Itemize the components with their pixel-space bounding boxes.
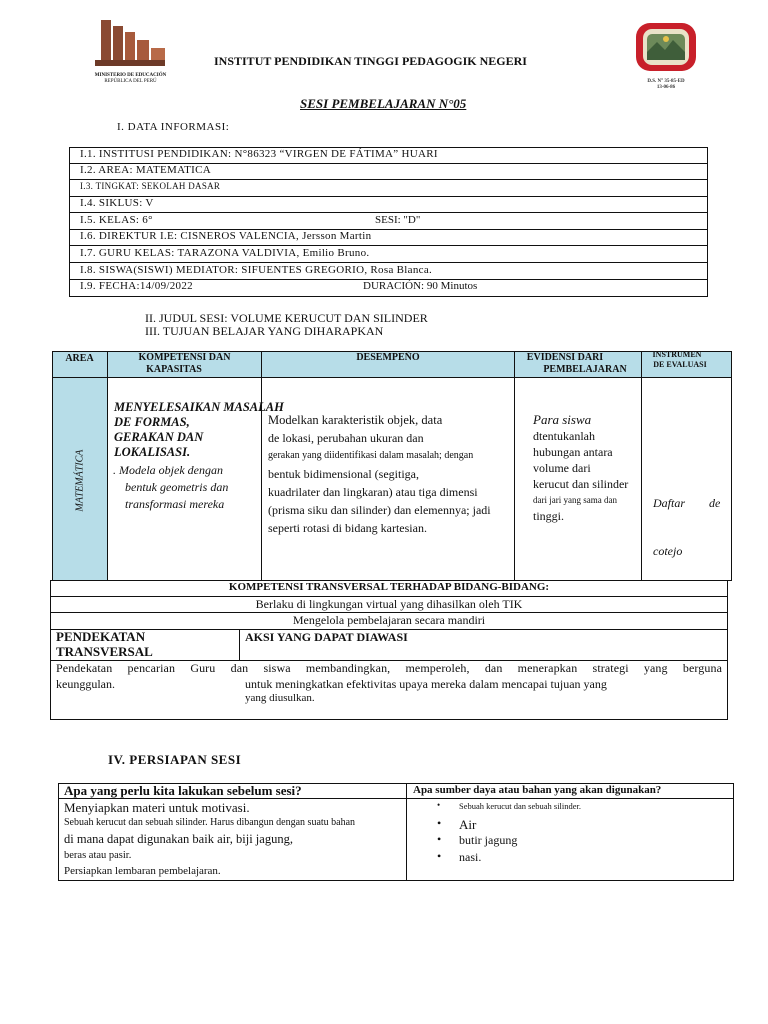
info-row-cycle: I.4. SIKLUS: V xyxy=(80,197,154,209)
desempeno-line-2: de lokasi, perubahan ukuran dan xyxy=(268,431,424,445)
kapasitas-line-3: transformasi mereka xyxy=(125,497,225,511)
evidensi-line-7: tinggi. xyxy=(533,509,565,523)
info-row-mediator: I.8. SISWA(SISWI) MEDIATOR: SIFUENTES GREGORIO, Rosa Blanca. xyxy=(80,264,433,276)
seal-icon xyxy=(633,20,699,74)
pendekatan-header-line-2: TRANSVERSAL xyxy=(56,644,153,659)
instrumen-line-2: cotejo xyxy=(653,544,683,558)
kapasitas-line-2: bentuk geometris dan xyxy=(125,480,229,494)
bullet-2: • xyxy=(437,816,442,830)
transversal-title: KOMPETENSI TRANSVERSAL TERHADAP BIDANG-BIDANG: xyxy=(228,581,550,593)
evidensi-line-6: dari jari yang sama dan xyxy=(533,495,617,505)
kompetensi-text xyxy=(114,400,284,460)
kompetensi-line-4: LOKALISASI. xyxy=(114,445,191,459)
header-area: AREA xyxy=(65,353,94,364)
ministry-logo-icon xyxy=(93,18,168,68)
info-row-date: I.9. FECHA:14/09/2022 xyxy=(80,280,193,292)
resource-item-2: Air xyxy=(459,817,477,832)
desempeno-text xyxy=(268,411,491,537)
transversal-body-right-2: untuk meningkatkan efektivitas upaya mereka dalam mencapai tujuan yang xyxy=(245,677,607,691)
header-evidensi-1: EVIDENSI DARI xyxy=(526,352,604,363)
info-row-level: I.3. TINGKAT: SEKOLAH DASAR xyxy=(80,181,221,191)
seal-caption: D.S. N° 35-85-ED 13-06-86 xyxy=(647,79,685,90)
transversal-row-2: Mengelola pembelajaran secara mandiri xyxy=(292,613,486,627)
pendekatan-header xyxy=(56,629,153,659)
desempeno-line-6: (prisma siku dan silinder) dan elemennya; jadi xyxy=(268,503,491,517)
desempeno-line-5: kuadrilater dan lingkaran) atau tiga dimensi xyxy=(268,485,478,499)
ministry-logo xyxy=(93,18,168,82)
transversal-row-1: Berlaku di lingkungan virtual yang dihasilkan oleh TIK xyxy=(255,597,523,611)
section-tujuan-belajar: III. TUJUAN BELAJAR YANG DIHARAPKAN xyxy=(145,324,384,338)
area-value: MATEMÁTICA xyxy=(74,449,86,512)
info-row-grade: I.5. KELAS: 6° xyxy=(80,214,153,226)
instrumen-text xyxy=(653,463,720,575)
header-evidensi-2: PEMBELAJARAN xyxy=(543,364,627,375)
evidensi-line-2: dtentukanlah xyxy=(533,429,595,443)
info-row-institution: I.1. INSTITUSI PENDIDIKAN: N°86323 “VIRGEN DE FÁTIMA” HUARI xyxy=(80,148,438,160)
preparation-left-list xyxy=(64,800,355,879)
session-title: SESI PEMBELAJARAN N°05 xyxy=(300,96,467,111)
kompetensi-line-2: DE FORMAS, xyxy=(114,415,190,429)
info-row-duration: DURACIÓN: 90 Minutos xyxy=(363,280,478,292)
info-row-teacher: I.7. GURU KELAS: TARAZONA VALDIVIA, Emilio Bruno. xyxy=(80,247,370,259)
desempeno-line-7: seperti rotasi di bidang kartesian. xyxy=(268,521,427,535)
desempeno-line-3: gerakan yang diidentifikasi dalam masalah; dengan xyxy=(268,450,474,461)
bullet-3: • xyxy=(437,832,442,846)
evidensi-text xyxy=(533,412,628,524)
resource-item-1: Sebuah kerucut dan sebuah silinder. xyxy=(459,801,582,811)
aksi-header: AKSI YANG DAPAT DIAWASI xyxy=(245,630,408,644)
evidensi-line-1: Para siswa xyxy=(533,412,592,427)
resource-item-3: butir jagung xyxy=(459,833,518,847)
preparation-left-line-1: Menyiapkan materi untuk motivasi. xyxy=(64,800,250,815)
bullet-1: • xyxy=(437,800,441,810)
pendekatan-header-line-1: PENDEKATAN xyxy=(56,629,146,644)
evidensi-line-5: kerucut dan silinder xyxy=(533,477,629,491)
ministry-logo-line2: REPÚBLICA DEL PERÚ xyxy=(104,79,157,84)
desempeno-line-1: Modelkan karakteristik objek, data xyxy=(268,413,443,427)
resource-item-4: nasi. xyxy=(459,850,482,864)
institute-name: INSTITUT PENDIDIKAN TINGGI PEDAGOGIK NEGERI xyxy=(214,54,527,68)
header-instrumen-2: DE EVALUASI xyxy=(653,360,707,369)
header-kompetensi-2: KAPASITAS xyxy=(146,364,202,375)
section-judul-sesi: II. JUDUL SESI: VOLUME KERUCUT DAN SILINDER xyxy=(145,311,428,325)
kompetensi-line-3: GERAKAN DAN xyxy=(114,430,204,444)
section-persiapan-sesi: IV. PERSIAPAN SESI xyxy=(108,752,242,767)
header-desempeno: DESEMPEÑO xyxy=(356,352,420,363)
header-kompetensi-1: KOMPETENSI DAN xyxy=(138,352,231,363)
institute-seal xyxy=(633,20,699,90)
preparation-left-header: Apa yang perlu kita lakukan sebelum sesi? xyxy=(64,783,302,798)
kompetensi-line-1: MENYELESAIKAN MASALAH xyxy=(114,400,284,414)
preparation-left-line-2: Sebuah kerucut dan sebuah silinder. Harus dibangun dengan suatu bahan xyxy=(64,817,356,828)
transversal-body-left-2: keunggulan. xyxy=(56,677,115,691)
bullet-4: • xyxy=(437,849,442,863)
preparation-left-line-3: di mana dapat digunakan baik air, biji jagung, xyxy=(64,832,293,846)
section-data-informasi: I. DATA INFORMASI: xyxy=(117,121,230,133)
ministry-logo-line1: MINISTERIO DE EDUCACIÓN xyxy=(94,73,167,78)
preparation-left-line-5: Persiapkan lembaran pembelajaran. xyxy=(64,865,221,877)
transversal-body-line-1: Pendekatan pencarian Guru dan siswa membandingkan, memperoleh, dan menerapkan strategi yang berguna xyxy=(56,661,722,675)
desempeno-line-4: bentuk bidimensional (segitiga, xyxy=(268,467,419,481)
kapasitas-line-1: . Modela objek dengan xyxy=(113,463,223,477)
info-row-section: SESI: "D" xyxy=(375,214,421,226)
preparation-left-line-4: beras atau pasir. xyxy=(64,850,132,861)
info-row-director: I.6. DIREKTUR I.E: CISNEROS VALENCIA, Jersson Martin xyxy=(80,230,372,242)
kapasitas-text xyxy=(113,462,228,513)
header-instrumen-1: INSTRUMEN xyxy=(652,350,702,359)
transversal-body-right-3: yang diusulkan. xyxy=(245,692,315,704)
info-row-area: I.2. AREA: MATEMATICA xyxy=(80,164,211,176)
evidensi-line-4: volume dari xyxy=(533,461,591,475)
evidensi-line-3: hubungan antara xyxy=(533,445,613,459)
instrumen-line-1: Daftar de xyxy=(653,496,721,510)
preparation-right-header: Apa sumber daya atau bahan yang akan digunakan? xyxy=(413,784,662,796)
